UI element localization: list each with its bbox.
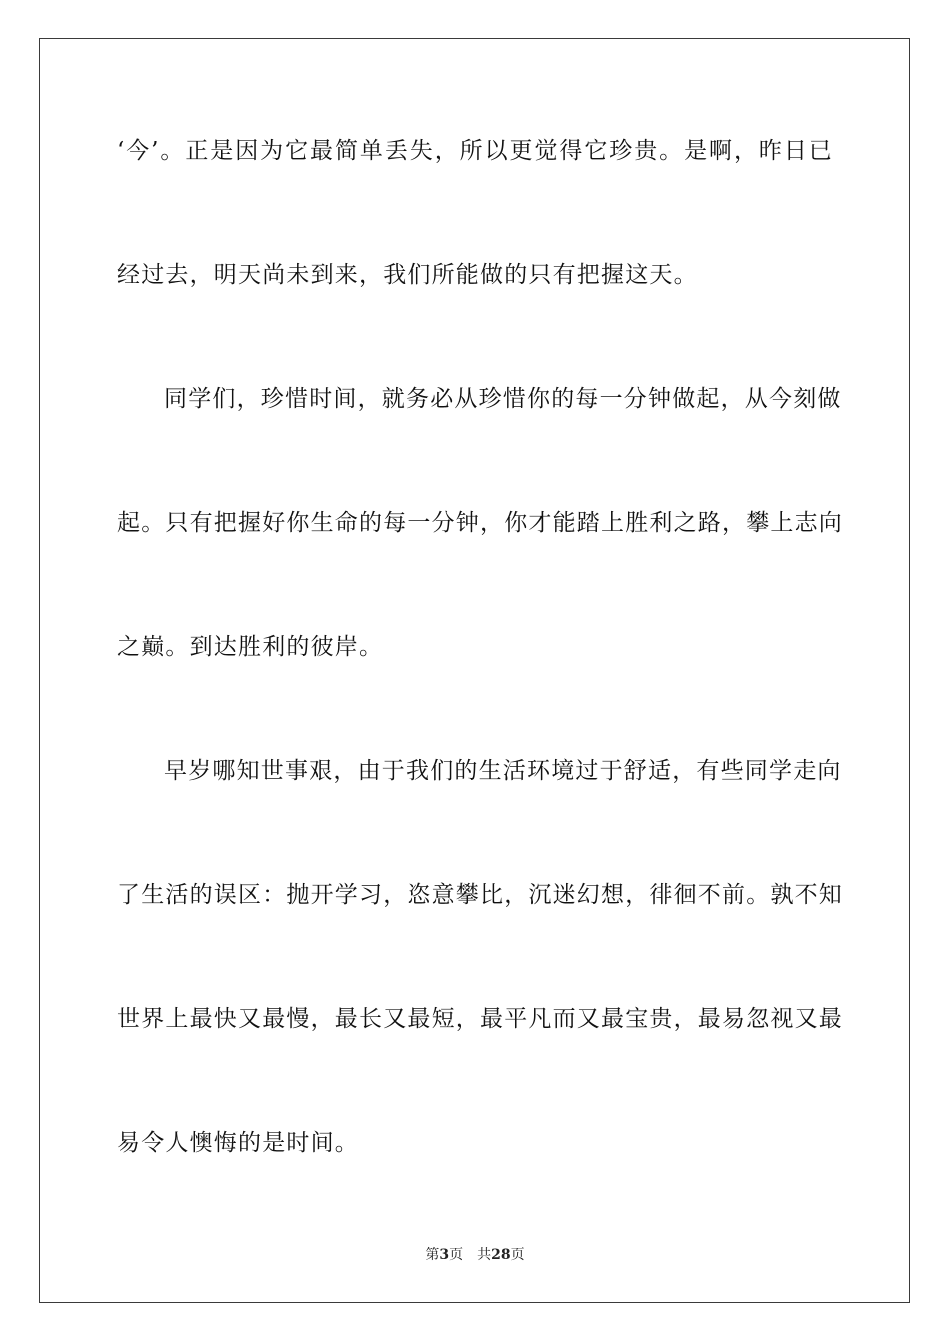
paragraph-line: 经过去，明天尚未到来，我们所能做的只有把握这天。	[117, 262, 698, 288]
page-prefix: 第	[425, 1247, 440, 1263]
paragraph-line: 之巅。到达胜利的彼岸。	[117, 634, 384, 660]
total-suffix: 页	[510, 1247, 525, 1263]
paragraph-line: 同学们，珍惜时间，就务必从珍惜你的每一分钟做起，从今刻做	[164, 386, 842, 412]
paragraph-line: ‘今’。正是因为它最简单丢失，所以更觉得它珍贵。是啊，昨日已	[117, 138, 833, 164]
page-suffix: 页	[449, 1247, 464, 1263]
page-number: 3	[439, 1247, 450, 1263]
paragraph-line: 易令人懊悔的是时间。	[117, 1130, 359, 1156]
page-footer	[0, 1246, 950, 1264]
paragraph-line: 了生活的误区：抛开学习，恣意攀比，沉迷幻想，徘徊不前。孰不知	[117, 882, 843, 908]
paragraph-line: 起。只有把握好你生命的每一分钟，你才能踏上胜利之路，攀上志向	[117, 510, 843, 536]
paragraph-line: 早岁哪知世事艰，由于我们的生活环境过于舒适，有些同学走向	[164, 758, 842, 784]
paragraph-line: 世界上最快又最慢，最长又最短，最平凡而又最宝贵，最易忽视又最	[117, 1006, 843, 1032]
page-border	[39, 38, 910, 1303]
total-prefix: 共	[477, 1247, 492, 1263]
total-pages: 28	[491, 1247, 511, 1263]
